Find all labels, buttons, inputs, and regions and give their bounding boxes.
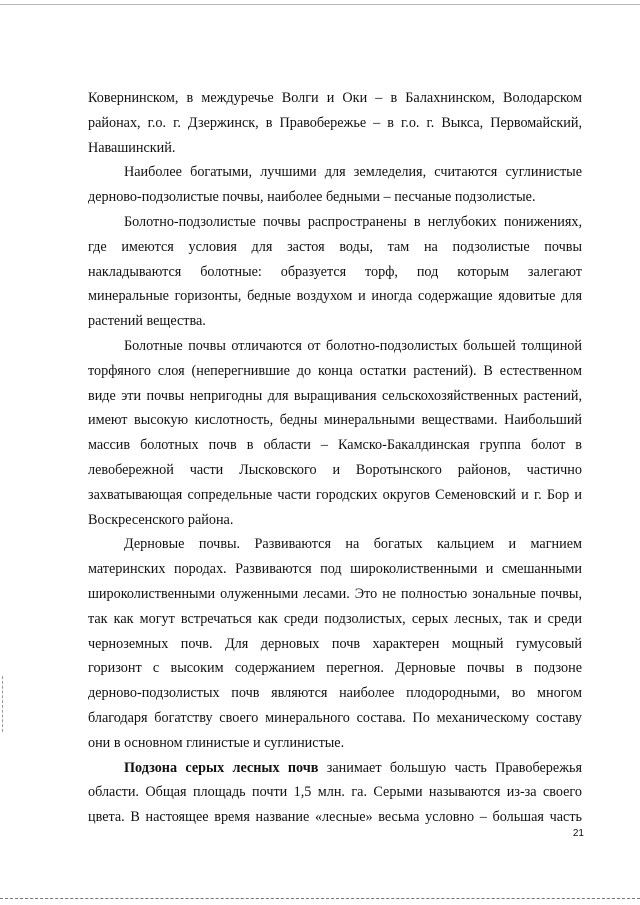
text-line-continuation: занимает большую часть Правобережья <box>318 759 582 776</box>
paragraph-4 <box>88 334 582 532</box>
text-line: захватывающая сопредельные части городских округов Семеновский и г. Бор и <box>88 486 582 503</box>
left-margin-scan-mark <box>2 676 4 732</box>
text-line: цвета. В настоящее время название «лесные» весьма условно – большая часть <box>88 809 582 826</box>
text-line: благодаря богатству своего минерального состава. По механическому составу <box>88 709 582 726</box>
text-line: торфяного слоя (неперегнившие до конца остатки растений). В естественном <box>88 362 582 379</box>
text-line: имеют высокую кислотность, бедны минеральными веществами. Наибольший <box>88 412 582 429</box>
text-line: так как могут встречаться как среди подзолистых, серых лесных, так и среди <box>88 610 582 627</box>
text-line: они в основном глинистые и суглинистые. <box>88 734 345 751</box>
text-line: дерново-подзолистые почвы, наиболее бедными – песчаные подзолистые. <box>88 189 536 206</box>
page-body-text <box>88 86 582 830</box>
text-line: районах, г.о. г. Дзержинск, в Правобережье – в г.о. г. Выкса, Первомайский, <box>88 114 582 131</box>
text-line <box>88 756 582 781</box>
text-line: широколиственными олуженными лесами. Это не полностью зональные почвы, <box>88 585 582 602</box>
text-line: левобережной части Лысковского и Воротынского районов, частично <box>88 461 582 478</box>
text-line: области. Общая площадь почти 1,5 млн. га. Серыми называются из-за своего <box>88 784 582 801</box>
text-line: черноземных почв. Для дерновых почв характерен мощный гумусовый <box>88 635 582 652</box>
text-line: Навашинский. <box>88 139 176 156</box>
paragraph-2 <box>88 160 582 210</box>
text-line: горизонт с высоким содержанием перегноя. Дерновые почвы в подзоне <box>88 660 582 677</box>
bold-subheading: Подзона серых лесных почв <box>124 759 319 776</box>
text-line: материнских породах. Развиваются под широколиственными и смешанными <box>88 561 582 578</box>
text-line: где имеются условия для застоя воды, там на подзолистые почвы <box>88 238 582 255</box>
text-line: Наиболее богатыми, лучшими для земледелия, считаются суглинистые <box>124 164 582 181</box>
text-line: массив болотных почв в области – Камско-Бакалдинская группа болот в <box>88 437 582 454</box>
text-line: минеральные горизонты, бедные воздухом и иногда содержащие ядовитые для <box>88 288 582 305</box>
top-scan-edge <box>0 4 640 5</box>
text-line: Болотные почвы отличаются от болотно-подзолистых большей толщиной <box>124 337 582 354</box>
text-line: Воскресенского района. <box>88 511 234 528</box>
text-line: Ковернинском, в междуречье Волги и Оки – в Балахнинском, Володарском <box>88 90 582 106</box>
text-line: виде эти почвы непригодны для выращивания сельскохозяйственных растений, <box>88 387 582 404</box>
text-line: накладываются болотные: образуется торф, под которым залегают <box>88 263 582 280</box>
paragraph-5 <box>88 532 582 755</box>
text-line: Болотно-подзолистые почвы распространены в неглубоких понижениях, <box>124 213 582 230</box>
bottom-scan-edge <box>0 898 640 900</box>
text-line: растений вещества. <box>88 313 206 330</box>
text-line: Дерновые почвы. Развиваются на богатых кальцием и магнием <box>124 536 582 553</box>
paragraph-1 <box>88 86 582 160</box>
text-line: дерново-подзолистых почв являются наиболее плодородными, во многом <box>88 685 582 702</box>
paragraph-3 <box>88 210 582 334</box>
page-number: 21 <box>572 828 584 839</box>
paragraph-6 <box>88 756 582 830</box>
